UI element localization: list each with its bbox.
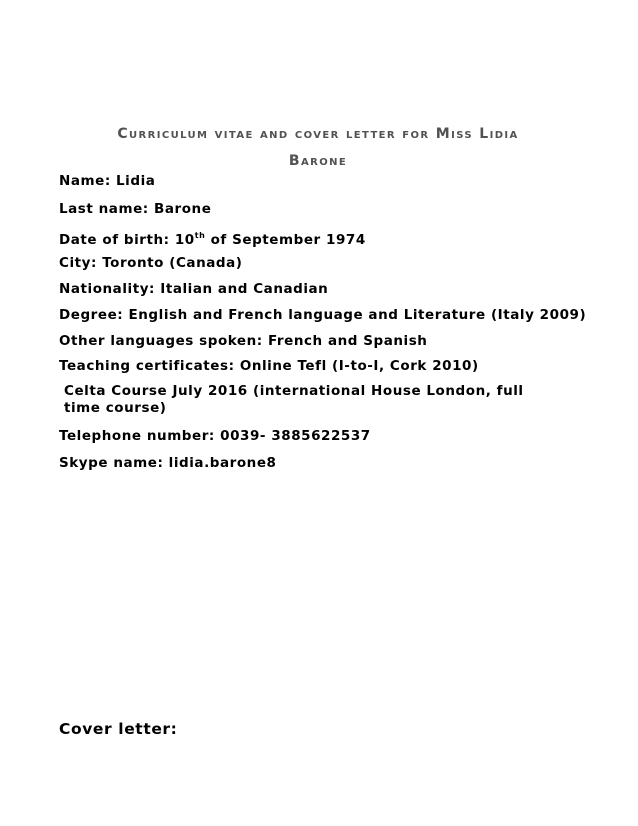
telephone-row <box>59 427 371 445</box>
city-value: Toronto (Canada) <box>102 255 243 271</box>
nationality-label: Nationality: <box>59 281 155 297</box>
last-name-label: Last name: <box>59 201 149 217</box>
date-of-birth-ordinal: th <box>194 231 206 240</box>
degree-label: Degree: <box>59 307 124 323</box>
title-line-2: Barone <box>288 153 348 169</box>
cover-letter-heading: Cover letter: <box>59 720 178 738</box>
degree-value: English and French language and Literature (Italy 2009) <box>128 307 587 323</box>
skype-label: Skype name: <box>59 455 164 471</box>
languages-value: French and Spanish <box>268 333 428 349</box>
skype-value: lidia.barone8 <box>168 455 277 471</box>
languages-label: Other languages spoken: <box>59 333 263 349</box>
date-of-birth-rest: of September 1974 <box>210 232 366 248</box>
nationality-value: Italian and Canadian <box>160 281 329 297</box>
nationality-row <box>59 280 328 298</box>
title-line-1: Curriculum vitae and cover letter for Miss Lidia <box>117 126 519 142</box>
name-value: Lidia <box>116 173 156 189</box>
date-of-birth-label: Date of birth: <box>59 232 170 248</box>
date-of-birth-row <box>59 227 366 249</box>
last-name-value: Barone <box>154 201 212 217</box>
city-row <box>59 254 243 272</box>
teaching-certificates-label: Teaching certificates: <box>59 358 235 374</box>
document-title <box>58 121 578 175</box>
celta-course-value: Celta Course July 2016 (international House London, full time course) <box>64 383 524 416</box>
languages-row <box>59 332 427 350</box>
teaching-certificates-value: Online Tefl (I-to-I, Cork 2010) <box>239 358 479 374</box>
telephone-value: 0039- 3885622537 <box>220 428 371 444</box>
name-label: Name: <box>59 173 111 189</box>
celta-course-row <box>64 383 564 417</box>
degree-row <box>59 306 586 324</box>
teaching-certificates-row <box>59 357 479 375</box>
date-of-birth-day: 10 <box>174 232 195 248</box>
city-label: City: <box>59 255 97 271</box>
telephone-label: Telephone number: <box>59 428 215 444</box>
last-name-row <box>59 200 211 218</box>
name-row <box>59 172 155 190</box>
skype-row <box>59 454 276 472</box>
